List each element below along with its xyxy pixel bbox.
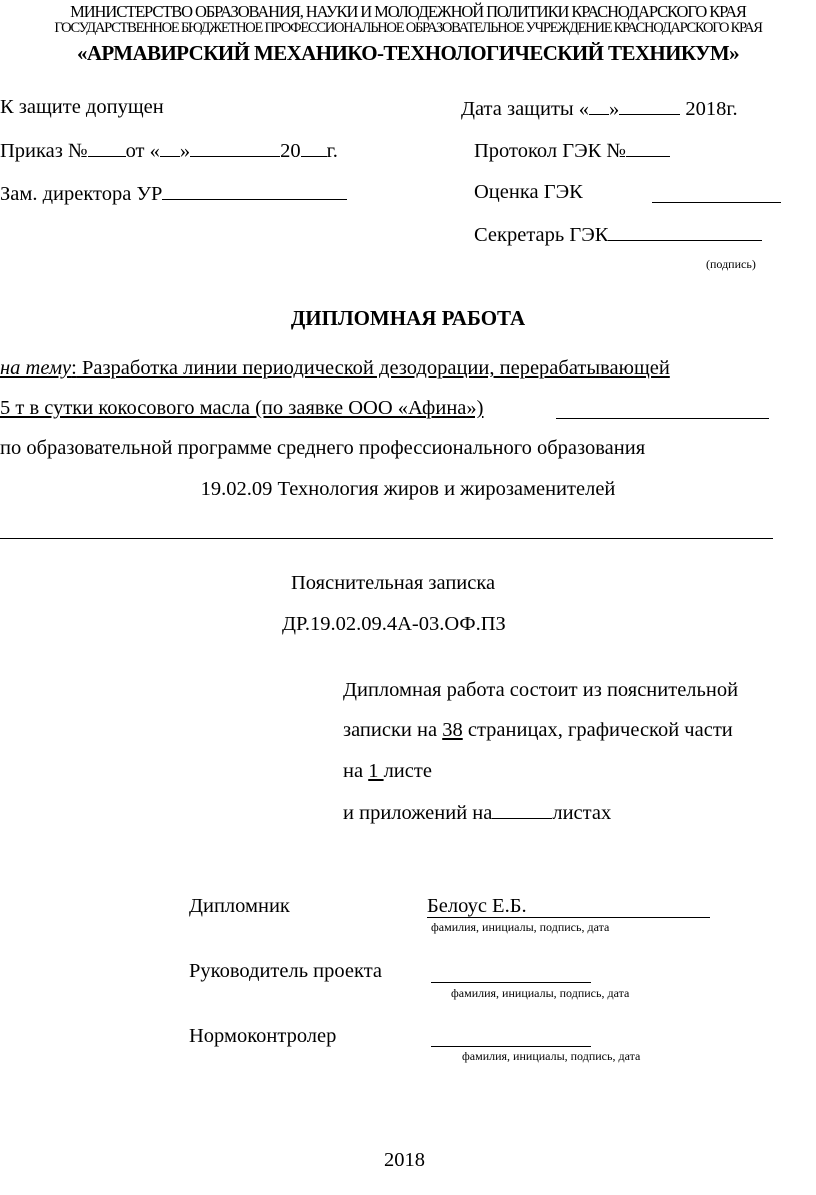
deputy-director-line	[0, 181, 347, 206]
order-year: 20	[280, 140, 301, 162]
composition-appendix-label: и приложений на	[343, 802, 493, 824]
secretary-label: Секретарь ГЭК	[474, 224, 609, 246]
note-title: Пояснительная записка	[291, 572, 496, 594]
secretary-line	[474, 222, 762, 247]
topic-line-2	[0, 397, 483, 420]
normcontrol-signature-hint: фамилия, инициалы, подпись, дата	[462, 1049, 641, 1063]
composition-line-3	[343, 760, 432, 783]
note-code: ДР.19.02.09.4А-03.ОФ.ПЗ	[282, 613, 506, 635]
grade-label: Оценка ГЭК	[474, 181, 583, 203]
composition-appendix-blank	[492, 800, 552, 819]
composition-line-1: Дипломная работа состоит из пояснительной	[343, 679, 739, 701]
composition-line-2	[343, 719, 733, 742]
composition-appendix-suffix: листах	[552, 802, 612, 824]
topic-line-2-blank	[556, 418, 769, 419]
deputy-director-blank	[162, 181, 347, 200]
composition-line-2-start: записки на	[343, 719, 443, 741]
order-day-blank	[160, 138, 180, 157]
defense-date-year: 2018г.	[680, 98, 738, 120]
composition-line-3-start: на	[343, 760, 369, 782]
order-number-blank	[88, 138, 126, 157]
institution-name-header: «АРМАВИРСКИЙ МЕХАНИКО-ТЕХНОЛОГИЧЕСКИЙ ТЕХНИКУМ»	[76, 41, 740, 65]
institution-type-header: ГОСУДАРСТВЕННОЕ БЮДЖЕТНОЕ ПРОФЕССИОНАЛЬНОЕ ОБРАЗОВАТЕЛЬНОЕ УЧРЕЖДЕНИЕ КРАСНОДАРСКОГО КРАЯ	[54, 20, 762, 36]
order-prefix: Приказ №	[0, 140, 88, 162]
composition-line-2-end: страницах, графической части	[462, 719, 733, 741]
grade-line	[474, 181, 583, 204]
normcontrol-signature-line	[431, 1046, 591, 1047]
defense-day-blank	[589, 96, 609, 115]
secretary-blank	[608, 222, 762, 241]
topic-text-2: 5 т в сутки кокосового масла (по заявке ООО «Афина»)	[0, 397, 484, 419]
order-year-suffix: г.	[326, 140, 338, 162]
composition-pages-value: 38	[442, 719, 463, 741]
order-year-blank	[301, 138, 327, 157]
composition-line-4	[343, 800, 611, 825]
program-separator-line	[0, 538, 773, 539]
order-quote: »	[179, 140, 191, 162]
defense-month-blank	[619, 96, 680, 115]
topic-label: на тему	[0, 357, 72, 379]
protocol-blank	[626, 138, 670, 157]
graduate-signature-hint: фамилия, инициалы, подпись, дата	[431, 920, 610, 934]
graduate-name: Белоус Е.Б.	[427, 895, 527, 917]
order-from: от «	[125, 140, 160, 162]
defense-date-line	[461, 96, 738, 121]
protocol-line	[474, 138, 670, 163]
supervisor-signature-line	[431, 982, 591, 983]
topic-colon: :	[71, 357, 77, 379]
graduate-label: Дипломник	[189, 895, 290, 917]
normcontrol-label: Нормоконтролер	[189, 1025, 337, 1047]
supervisor-label: Руководитель проекта	[189, 960, 382, 982]
supervisor-signature-hint: фамилия, инициалы, подпись, дата	[451, 986, 630, 1000]
secretary-signature-hint: (подпись)	[706, 257, 756, 271]
program-line-1: по образовательной программе среднего профессионального образования	[0, 437, 646, 459]
defense-date-prefix: Дата защиты «	[461, 98, 590, 120]
composition-line-3-end: листе	[383, 760, 432, 782]
order-month-blank	[190, 138, 280, 157]
grade-blank	[652, 202, 781, 203]
document-year: 2018	[384, 1149, 425, 1171]
topic-line-1	[0, 357, 670, 380]
admitted-label: К защите допущен	[0, 96, 164, 118]
order-line	[0, 138, 338, 163]
protocol-label: Протокол ГЭК №	[474, 140, 626, 162]
defense-date-quote: »	[609, 98, 620, 120]
ministry-header: МИНИСТЕРСТВО ОБРАЗОВАНИЯ, НАУКИ И МОЛОДЕЖНОЙ ПОЛИТИКИ КРАСНОДАРСКОГО КРАЯ	[70, 2, 746, 21]
topic-text-1: Разработка линии периодической дезодорации, перерабатывающей	[76, 357, 670, 379]
document-title: ДИПЛОМНАЯ РАБОТА	[290, 306, 526, 330]
deputy-director-label: Зам. директора УР	[0, 183, 163, 205]
program-line-2: 19.02.09 Технология жиров и жирозаменителей	[200, 478, 616, 500]
composition-sheets-value: 1	[368, 760, 384, 782]
graduate-signature-line	[427, 917, 710, 918]
